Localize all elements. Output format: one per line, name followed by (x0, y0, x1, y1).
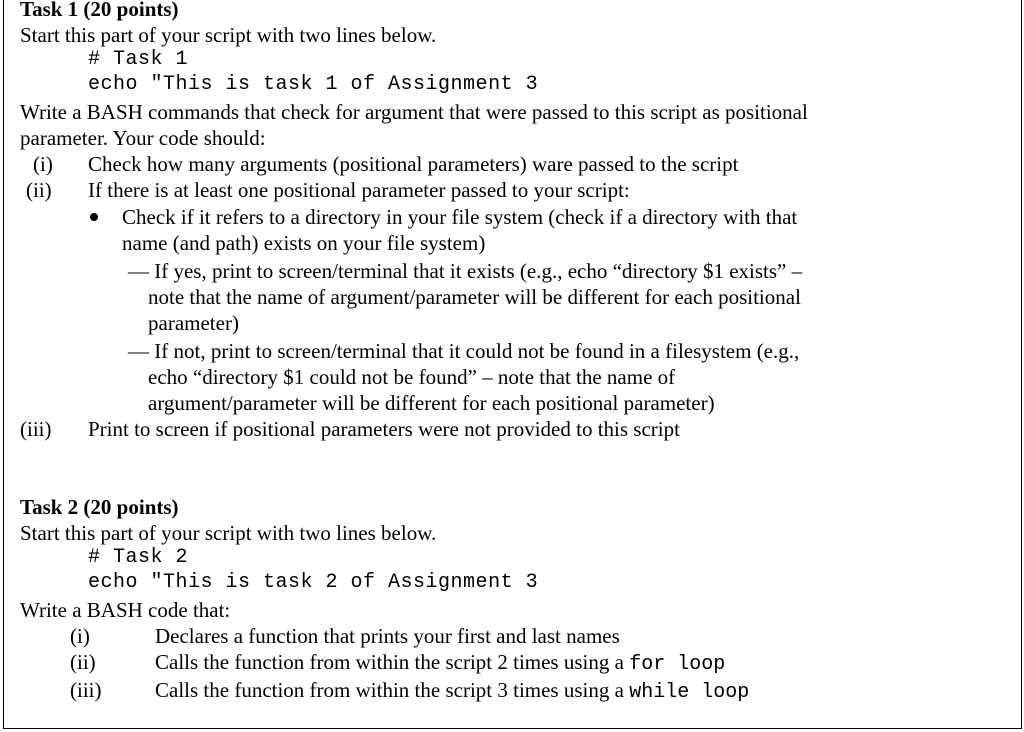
task2-item3 (155, 677, 749, 706)
task2-item1-text: Declares a function that prints your first and last names (155, 624, 620, 648)
task2-code-line2: echo "This is task 2 of Assignment 3 (88, 571, 539, 594)
task1-code-line2: echo "This is task 1 of Assignment 3 (88, 73, 539, 96)
task2-item1-marker: (i) (70, 624, 90, 648)
task1-intro: Start this part of your script with two lines below. (20, 23, 437, 47)
task1-desc-line1: Write a BASH commands that check for argument that were passed to this script as positional (20, 100, 808, 124)
task2-item3-code: while loop (629, 681, 750, 704)
task2-desc-line1: Write a BASH code that: (20, 598, 231, 622)
task2-item2-code: for loop (629, 653, 726, 676)
task1-item2-text: If there is at least one positional parameter passed to your script: (88, 178, 630, 202)
task2-intro: Start this part of your script with two lines below. (20, 521, 437, 545)
task1-dash2-line3: argument/parameter will be different for each positional parameter) (148, 391, 715, 415)
task2-item2-text: Calls the function from within the script 2 times using a (155, 650, 624, 674)
task2-item3-marker: (iii) (70, 678, 102, 702)
task1-desc-line2: parameter. Your code should: (20, 126, 266, 150)
task2-item3-text: Calls the function from within the script 3 times using a (155, 678, 624, 702)
task1-item1-marker: (i) (33, 152, 53, 176)
bullet-icon (90, 213, 98, 221)
task1-code-line1: # Task 1 (88, 48, 189, 71)
task1-bullet-line2: name (and path) exists on your file system) (122, 231, 486, 255)
task1-dash1-line2: note that the name of argument/parameter will be different for each positional (148, 285, 801, 309)
task1-item3-marker: (iii) (20, 417, 52, 441)
task1-dash2-line1: — If not, print to screen/terminal that it could not be found in a filesystem (e.g., (128, 339, 800, 363)
task2-item2-marker: (ii) (70, 650, 96, 674)
task1-dash1-line3: parameter) (148, 311, 239, 335)
task2-item2 (155, 649, 725, 678)
task1-dash1-line1: — If yes, print to screen/terminal that it exists (e.g., echo “directory $1 exists” – (128, 259, 803, 283)
task1-bullet-line1: Check if it refers to a directory in your file system (check if a directory with that (122, 205, 798, 229)
task2-code-line1: # Task 2 (88, 546, 189, 569)
task1-item1-text: Check how many arguments (positional parameters) ware passed to the script (88, 152, 739, 176)
task2-heading: Task 2 (20 points) (20, 495, 179, 519)
task1-dash2-line2: echo “directory $1 could not be found” – note that the name of (148, 365, 676, 389)
task1-heading: Task 1 (20 points) (20, 0, 179, 21)
task1-item3-text: Print to screen if positional parameters were not provided to this script (88, 417, 680, 441)
task1-item2-marker: (ii) (26, 178, 52, 202)
